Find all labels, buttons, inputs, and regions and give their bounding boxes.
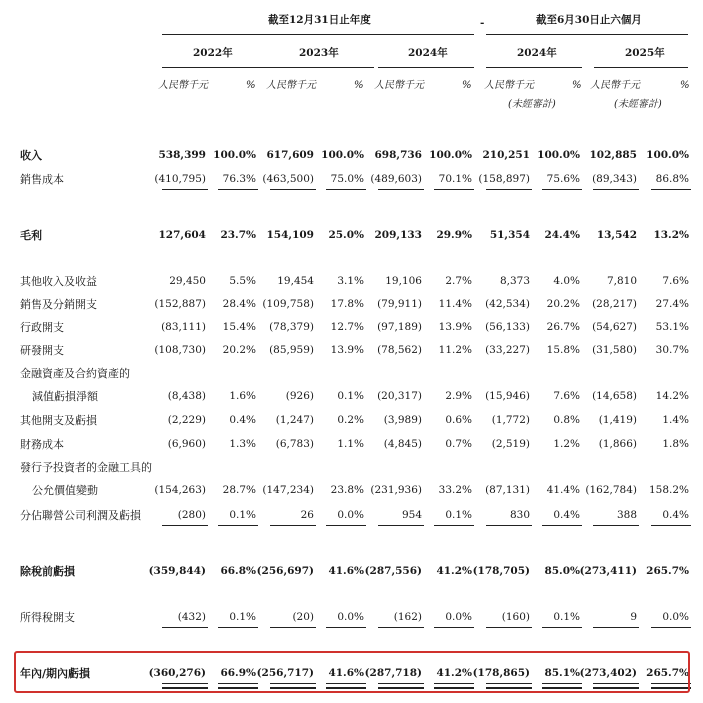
table-cell-value: 617,609 (266, 149, 314, 161)
cell-underline (270, 189, 316, 190)
table-cell-percent: 23.7% (220, 229, 256, 241)
table-cell-percent: 66.8% (220, 565, 256, 577)
table-cell-value: (3,989) (383, 414, 422, 426)
table-cell-percent: 28.7% (222, 484, 256, 496)
table-cell-value: (8,438) (167, 390, 206, 402)
cell-underline (270, 525, 316, 526)
table-cell-percent: 0.1% (229, 611, 256, 623)
table-cell-value: (6,960) (167, 438, 206, 450)
table-cell-value: 51,354 (489, 229, 530, 241)
table-cell-value: (56,133) (485, 321, 530, 333)
table-cell-value: (147,234) (262, 484, 314, 496)
table-cell-value: 388 (616, 509, 637, 521)
table-cell-percent: 75.6% (546, 173, 580, 185)
cell-underline (651, 525, 691, 526)
row-label: 減值虧損淨額 (32, 390, 98, 403)
year-underline (162, 67, 270, 68)
table-cell-percent: 265.7% (646, 565, 689, 577)
row-label: 除稅前虧損 (20, 565, 75, 578)
table-cell-percent: 13.9% (438, 321, 472, 333)
table-cell-percent: 17.8% (330, 298, 364, 310)
year-header-2022: 2022年 (193, 47, 233, 59)
row-label: 銷售成本 (20, 173, 64, 186)
table-cell-value: (4,845) (383, 438, 422, 450)
year-header-2025-h1: 2025年 (625, 47, 665, 59)
table-cell-value: (2,519) (491, 438, 530, 450)
table-cell-value: (78,562) (377, 344, 422, 356)
table-cell-value: (83,111) (161, 321, 206, 333)
row-label: 行政開支 (20, 321, 64, 334)
year-header-2024: 2024年 (408, 47, 448, 59)
pct-label: % (680, 80, 690, 91)
year-underline (378, 67, 474, 68)
table-cell-percent: 41.4% (546, 484, 580, 496)
table-cell-percent: 100.0% (537, 149, 580, 161)
table-cell-percent: 25.0% (328, 229, 364, 241)
group-header-dash: - (480, 17, 485, 29)
pct-label: % (572, 80, 582, 91)
row-label: 銷售及分銷開支 (20, 298, 97, 311)
table-cell-value: 102,885 (589, 149, 637, 161)
table-cell-value: 19,454 (277, 275, 314, 287)
table-cell-percent: 30.7% (655, 344, 689, 356)
row-label: 收入 (20, 149, 42, 162)
row-label: 金融資產及合約資產的 (20, 367, 130, 380)
cell-underline (378, 525, 424, 526)
table-cell-value: (108,730) (154, 344, 206, 356)
table-cell-percent: 85.1% (544, 667, 580, 679)
cell-underline (326, 525, 366, 526)
highlight-box (14, 651, 690, 693)
table-cell-value: (256,717) (256, 667, 314, 679)
cell-underline (218, 525, 258, 526)
table-cell-percent: 158.2% (648, 484, 689, 496)
cell-underline (542, 525, 582, 526)
table-cell-percent: 7.6% (662, 275, 689, 287)
row-label: 年內/期內虧損 (20, 667, 91, 680)
cell-underline (270, 627, 316, 628)
unit-label: 人民幣千元 (158, 80, 208, 91)
table-cell-percent: 1.3% (229, 438, 256, 450)
table-cell-percent: 85.0% (544, 565, 580, 577)
table-cell-percent: 15.8% (546, 344, 580, 356)
table-cell-value: (97,189) (377, 321, 422, 333)
table-cell-value: (89,343) (592, 173, 637, 185)
row-label: 其他開支及虧損 (20, 414, 97, 427)
table-cell-percent: 20.2% (222, 344, 256, 356)
year-header-2024-h1: 2024年 (517, 47, 557, 59)
table-cell-value: (287,556) (364, 565, 422, 577)
row-label: 毛利 (20, 229, 42, 242)
table-cell-percent: 0.2% (337, 414, 364, 426)
group-underline-full-year (162, 34, 474, 35)
table-cell-value: (31,580) (592, 344, 637, 356)
cell-underline (326, 627, 366, 628)
table-cell-value: (489,603) (370, 173, 422, 185)
table-cell-percent: 12.7% (330, 321, 364, 333)
group-underline-six-months (486, 34, 688, 35)
cell-underline (162, 525, 208, 526)
table-cell-value: (463,500) (262, 173, 314, 185)
cell-underline (218, 627, 258, 628)
table-cell-percent: 0.0% (337, 611, 364, 623)
pct-label: % (354, 80, 364, 91)
table-cell-percent: 0.0% (445, 611, 472, 623)
cell-underline (434, 627, 474, 628)
table-cell-value: (360,276) (148, 667, 206, 679)
table-cell-percent: 1.1% (337, 438, 364, 450)
table-cell-percent: 1.2% (553, 438, 580, 450)
cell-underline (434, 525, 474, 526)
year-underline (270, 67, 374, 68)
table-cell-value: (42,534) (485, 298, 530, 310)
table-cell-value: 29,450 (169, 275, 206, 287)
cell-underline (486, 627, 532, 628)
cell-underline (651, 627, 691, 628)
table-cell-percent: 41.6% (328, 667, 364, 679)
table-cell-value: (1,866) (598, 438, 637, 450)
table-cell-percent: 0.1% (553, 611, 580, 623)
cell-underline (593, 189, 639, 190)
table-cell-percent: 11.4% (438, 298, 472, 310)
table-cell-percent: 13.9% (330, 344, 364, 356)
table-cell-value: (432) (177, 611, 206, 623)
cell-underline (162, 189, 208, 190)
row-label: 公允價值變動 (32, 484, 98, 497)
table-cell-percent: 41.6% (328, 565, 364, 577)
table-cell-value: (926) (285, 390, 314, 402)
table-cell-percent: 29.9% (436, 229, 472, 241)
table-cell-value: (15,946) (485, 390, 530, 402)
table-cell-percent: 33.2% (438, 484, 472, 496)
table-cell-value: (28,217) (592, 298, 637, 310)
table-cell-value: (20,317) (377, 390, 422, 402)
table-cell-value: (162,784) (585, 484, 637, 496)
table-cell-percent: 0.0% (337, 509, 364, 521)
table-cell-value: (14,658) (592, 390, 637, 402)
table-cell-value: (273,411) (579, 565, 637, 577)
table-cell-value: (287,718) (364, 667, 422, 679)
table-cell-percent: 41.2% (436, 565, 472, 577)
table-cell-percent: 4.0% (553, 275, 580, 287)
table-cell-value: 830 (509, 509, 530, 521)
row-label: 財務成本 (20, 438, 64, 451)
cell-underline (593, 627, 639, 628)
table-cell-percent: 0.4% (662, 509, 689, 521)
row-label: 所得稅開支 (20, 611, 75, 624)
table-cell-percent: 14.2% (655, 390, 689, 402)
year-underline (486, 67, 582, 68)
unaudited-label: (未經審計) (614, 99, 662, 110)
table-cell-value: 210,251 (482, 149, 530, 161)
table-cell-value: 154,109 (266, 229, 314, 241)
table-cell-value: 9 (630, 611, 637, 623)
table-cell-percent: 7.6% (553, 390, 580, 402)
cell-underline (162, 627, 208, 628)
row-label: 發行予投資者的金融工具的 (20, 461, 152, 474)
table-cell-value: 26 (300, 509, 314, 521)
table-cell-value: (256,697) (256, 565, 314, 577)
table-cell-percent: 2.9% (445, 390, 472, 402)
table-cell-percent: 0.1% (229, 509, 256, 521)
table-cell-value: 209,133 (374, 229, 422, 241)
table-cell-percent: 53.1% (655, 321, 689, 333)
table-cell-percent: 265.7% (646, 667, 689, 679)
table-cell-value: (87,131) (485, 484, 530, 496)
cell-underline (218, 189, 258, 190)
table-cell-value: (6,783) (275, 438, 314, 450)
table-cell-value: 13,542 (596, 229, 637, 241)
table-cell-percent: 27.4% (655, 298, 689, 310)
table-cell-value: (78,379) (269, 321, 314, 333)
table-cell-percent: 100.0% (213, 149, 256, 161)
table-cell-percent: 1.6% (229, 390, 256, 402)
table-cell-percent: 20.2% (546, 298, 580, 310)
table-cell-value: 538,399 (158, 149, 206, 161)
cell-underline (593, 525, 639, 526)
table-cell-value: (160) (501, 611, 530, 623)
table-cell-value: (154,263) (154, 484, 206, 496)
table-cell-percent: 0.4% (229, 414, 256, 426)
table-cell-value: (85,959) (269, 344, 314, 356)
table-cell-percent: 2.7% (445, 275, 472, 287)
table-cell-value: (178,865) (472, 667, 530, 679)
table-cell-percent: 1.8% (662, 438, 689, 450)
table-cell-percent: 11.2% (438, 344, 472, 356)
table-cell-value: (1,247) (275, 414, 314, 426)
cell-underline (378, 627, 424, 628)
table-cell-percent: 100.0% (646, 149, 689, 161)
cell-underline (651, 189, 691, 190)
table-cell-value: (1,772) (491, 414, 530, 426)
table-cell-value: (273,402) (579, 667, 637, 679)
table-cell-percent: 76.3% (222, 173, 256, 185)
table-cell-value: (20) (292, 611, 314, 623)
table-cell-value: (152,887) (154, 298, 206, 310)
table-cell-value: (410,795) (154, 173, 206, 185)
table-cell-value: 127,604 (158, 229, 206, 241)
table-cell-percent: 100.0% (321, 149, 364, 161)
table-cell-value: 698,736 (374, 149, 422, 161)
table-cell-percent: 13.2% (653, 229, 689, 241)
table-cell-value: (162) (393, 611, 422, 623)
table-cell-value: (1,419) (598, 414, 637, 426)
table-cell-percent: 41.2% (436, 667, 472, 679)
cell-underline (542, 189, 582, 190)
row-label: 分佔聯營公司利潤及虧損 (20, 509, 141, 522)
table-cell-percent: 0.0% (662, 611, 689, 623)
cell-underline (486, 189, 532, 190)
table-cell-percent: 0.4% (553, 509, 580, 521)
table-cell-value: 954 (401, 509, 422, 521)
table-cell-value: (33,227) (485, 344, 530, 356)
table-cell-percent: 0.8% (553, 414, 580, 426)
table-cell-percent: 15.4% (222, 321, 256, 333)
row-label: 研發開支 (20, 344, 64, 357)
table-cell-value: (2,229) (167, 414, 206, 426)
table-cell-percent: 1.4% (662, 414, 689, 426)
year-header-2023: 2023年 (299, 47, 339, 59)
table-cell-percent: 100.0% (429, 149, 472, 161)
table-cell-value: (109,758) (262, 298, 314, 310)
table-cell-percent: 28.4% (222, 298, 256, 310)
table-cell-percent: 5.5% (229, 275, 256, 287)
table-cell-percent: 24.4% (544, 229, 580, 241)
group-header-six-months: 截至6月30日止六個月 (536, 14, 642, 26)
table-cell-percent: 26.7% (546, 321, 580, 333)
cell-underline (378, 189, 424, 190)
pct-label: % (462, 80, 472, 91)
table-cell-percent: 0.1% (337, 390, 364, 402)
table-cell-percent: 0.6% (445, 414, 472, 426)
cell-underline (434, 189, 474, 190)
table-cell-value: (280) (177, 509, 206, 521)
unaudited-label: (未經審計) (508, 99, 556, 110)
cell-underline (542, 627, 582, 628)
table-cell-value: 19,106 (385, 275, 422, 287)
unit-label: 人民幣千元 (374, 80, 424, 91)
table-cell-value: 7,810 (606, 275, 637, 287)
table-cell-percent: 70.1% (438, 173, 472, 185)
table-cell-value: (178,705) (472, 565, 530, 577)
cell-underline (486, 525, 532, 526)
table-cell-value: (54,627) (592, 321, 637, 333)
unit-label: 人民幣千元 (484, 80, 534, 91)
table-cell-percent: 0.1% (445, 509, 472, 521)
table-cell-value: (231,936) (370, 484, 422, 496)
table-cell-percent: 23.8% (330, 484, 364, 496)
row-label: 其他收入及收益 (20, 275, 97, 288)
cell-underline (326, 189, 366, 190)
table-cell-percent: 0.7% (445, 438, 472, 450)
table-cell-percent: 66.9% (220, 667, 256, 679)
year-underline (594, 67, 688, 68)
group-header-full-year: 截至12月31日止年度 (268, 14, 371, 26)
unit-label: 人民幣千元 (590, 80, 640, 91)
unit-label: 人民幣千元 (266, 80, 316, 91)
table-cell-value: (79,911) (377, 298, 422, 310)
table-cell-value: (359,844) (148, 565, 206, 577)
table-cell-percent: 86.8% (655, 173, 689, 185)
table-cell-value: (158,897) (478, 173, 530, 185)
table-cell-percent: 75.0% (330, 173, 364, 185)
table-cell-value: 8,373 (499, 275, 530, 287)
pct-label: % (246, 80, 256, 91)
table-cell-percent: 3.1% (337, 275, 364, 287)
